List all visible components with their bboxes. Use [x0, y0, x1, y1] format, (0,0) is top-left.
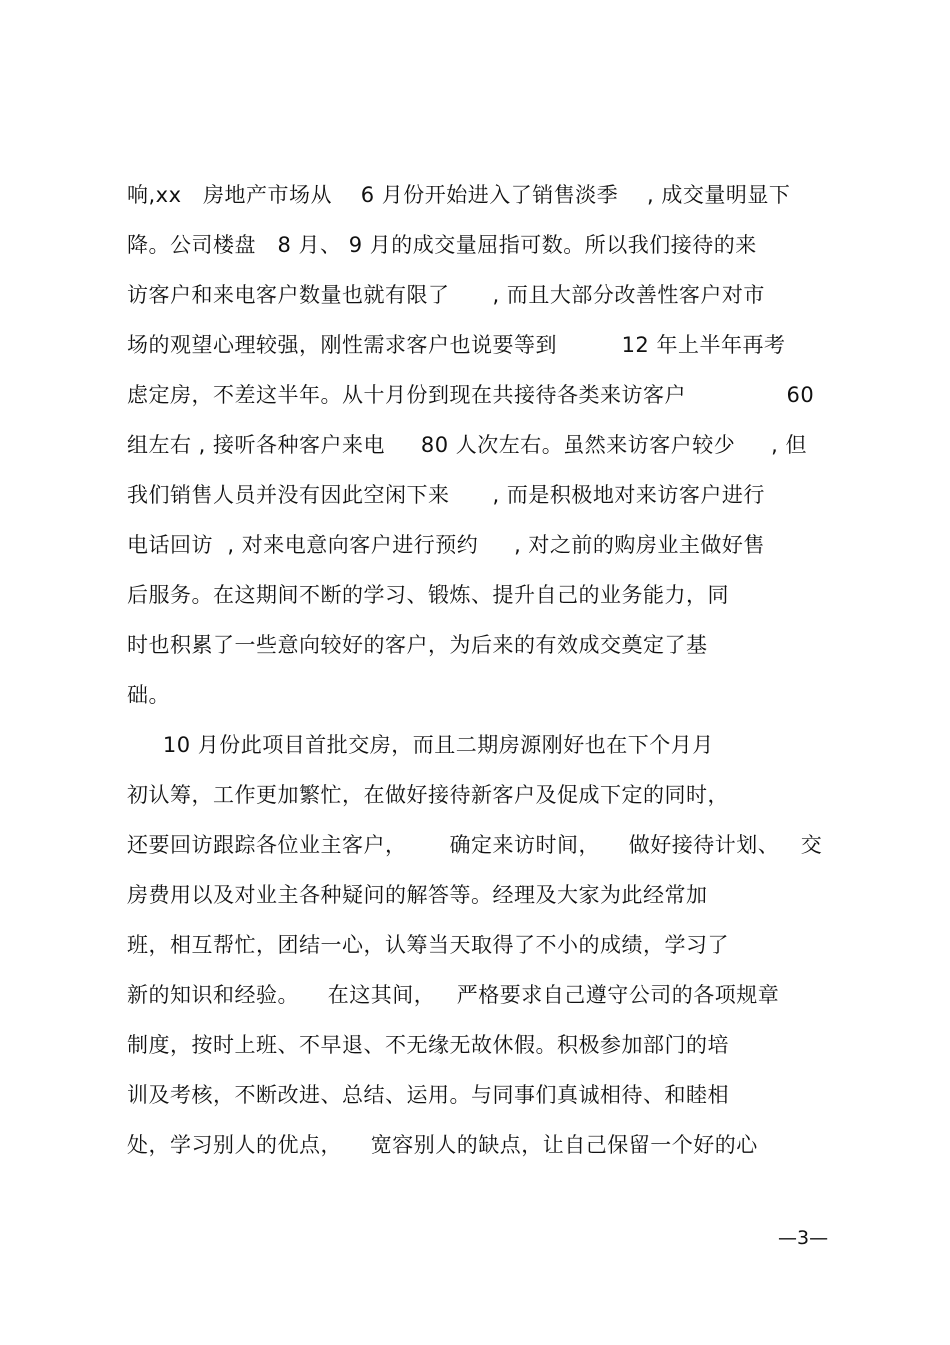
text-line: 还要回访跟踪各位业主客户， 确定来访时间， 做好接待计划、 交 — [127, 833, 823, 857]
text-line: 虑定房，不差这半年。从十月份到现在共接待各类来访客户 60 — [127, 383, 815, 407]
text-line: 处，学习别人的优点， 宽容别人的缺点，让自己保留一个好的心 — [127, 1133, 758, 1157]
text-line: 电话回访 , 对来电意向客户进行预约 , 对之前的购房业主做好售 — [127, 533, 765, 557]
text-line: 访客户和来电客户数量也就有限了 , 而且大部分改善性客户对市 — [127, 283, 765, 307]
text-line: 响,xx 房地产市场从 6 月份开始进入了销售淡季 , 成交量明显下 — [127, 183, 791, 207]
text-line: 后服务。在这期间不断的学习、锻炼、提升自己的业务能力，同 — [127, 583, 729, 607]
text-line: 础。 — [127, 683, 170, 707]
text-line: 我们销售人员并没有因此空闲下来 , 而是积极地对来访客户进行 — [127, 483, 765, 507]
text-line: 制度，按时上班、不早退、不无缘无故休假。积极参加部门的培 — [127, 1033, 729, 1057]
text-line: 班，相互帮忙，团结一心，认筹当天取得了不小的成绩，学习了 — [127, 933, 729, 957]
text-line: 10 月份此项目首批交房，而且二期房源刚好也在下个月月 — [127, 733, 714, 757]
text-line: 训及考核，不断改进、总结、运用。与同事们真诚相待、和睦相 — [127, 1083, 729, 1107]
text-line: 组左右 , 接听各种客户来电 80 人次左右。虽然来访客户较少 , 但 — [127, 433, 808, 457]
text-line: 初认筹，工作更加繁忙，在做好接待新客户及促成下定的同时， — [127, 783, 729, 807]
text-line: 新的知识和经验。 在这其间， 严格要求自己遵守公司的各项规章 — [127, 983, 780, 1007]
text-line: 房费用以及对业主各种疑问的解答等。经理及大家为此经常加 — [127, 883, 708, 907]
text-line: 时也积累了一些意向较好的客户，为后来的有效成交奠定了基 — [127, 633, 708, 657]
text-line: 降。公司楼盘 8 月、 9 月的成交量屈指可数。所以我们接待的来 — [127, 233, 757, 257]
page-number: —3— — [778, 1227, 829, 1249]
text-line: 场的观望心理较强，刚性需求客户也说要等到 12 年上半年再考 — [127, 333, 786, 357]
